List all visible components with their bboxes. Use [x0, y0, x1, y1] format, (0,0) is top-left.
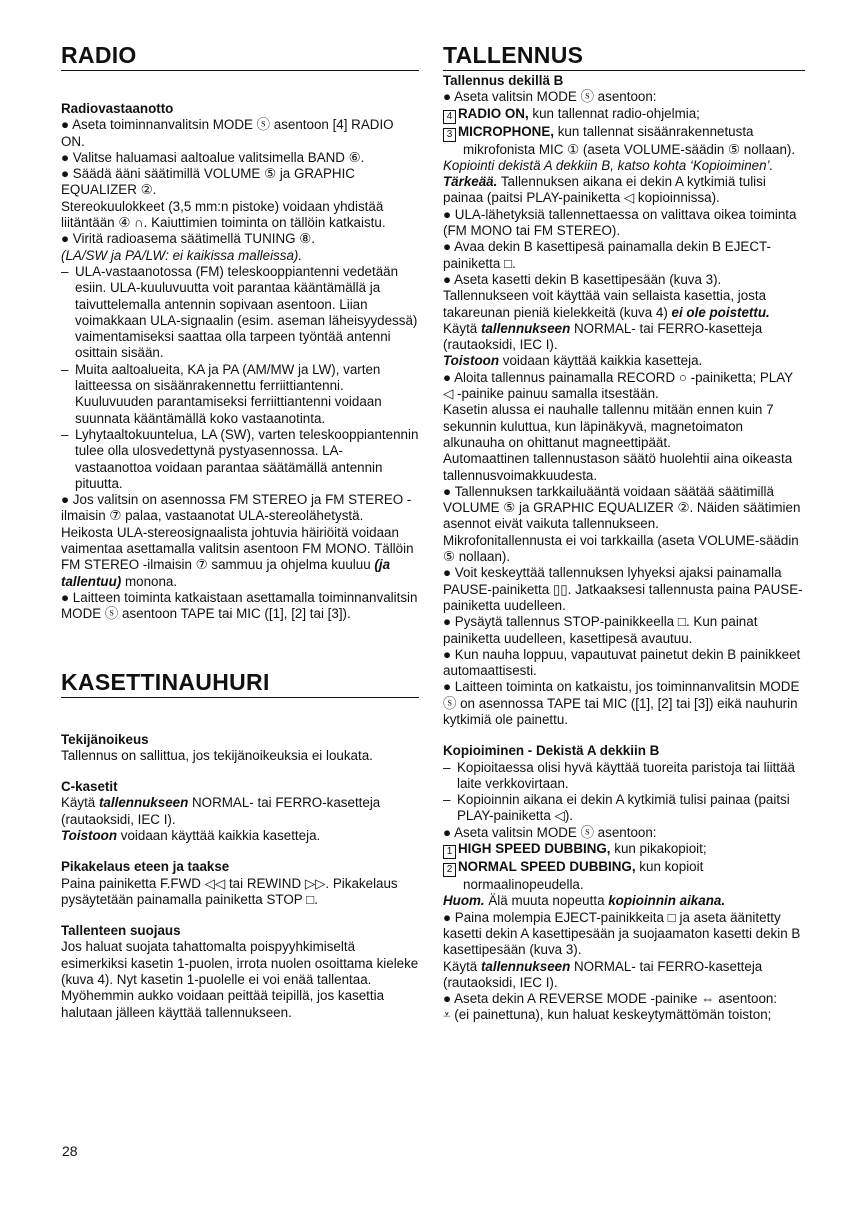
recording-paragraph: ● Kun nauha loppuu, vapautuvat painetut dekin B painikkeet automaattisesti.	[443, 646, 801, 679]
recording-note: Kopiointi dekistä A dekkiin B, katso kohta ‘Kopioiminen’.	[443, 157, 774, 173]
copying-paragraph: ● Paina molempia EJECT-painikkeita □ ja aseta äänitetty kasetti dekin A kasettipesään ja suojaamaton kasetti dekin B kasettipesään (kuva 3).	[443, 909, 801, 958]
mode-option: 2 NORMAL SPEED DUBBING, kun kopioit normaalinopeudella.	[443, 859, 805, 893]
key-box-icon: 3	[443, 128, 456, 142]
radio-dash-item: – ULA-vastaanotossa (FM) teleskooppiantenni vedetään esiin. ULA-kuuluvuutta voit parantaa kääntämällä ja taivuttelemalla antennin sopivaan asentoon. Liian voimakkaan ULA-signaalin (esim. aseman läheisyydessä) vaimentamiseksi saattaa olla tarpeen työntää antenni osittain sisään.	[61, 264, 419, 362]
recording-subheading: Tallennus dekillä B	[443, 73, 564, 88]
recording-paragraph: ● Aloita tallennus painamalla RECORD ○ -painiketta; PLAY ◁ -painike painuu samalla itsestään.	[443, 369, 793, 402]
recording-paragraph: ● Voit keskeyttää tallennuksen lyhyeksi ajaksi painamalla PAUSE-painiketta ▯▯. Jatkaaksesi tallennusta paina PAUSE-painiketta uudelleen.	[443, 565, 803, 613]
recording-paragraph: ● Aseta valitsin MODE ⓢ asentoon:	[443, 89, 657, 105]
recording-paragraph: Tärkeää. Tallennuksen aikana ei dekin A kytkimiä tulisi painaa (paitsi PLAY-painiketta ◁ kopioinnissa).	[443, 174, 766, 206]
copying-dash-item: – Kopioinnin aikana ei dekin A kytkimiä tulisi painaa (paitsi PLAY-painiketta ◁).	[443, 792, 805, 825]
key-box-icon: 4	[443, 110, 456, 124]
recording-paragraph: ● Aseta kasetti dekin B kasettipesään (kuva 3). Tallennukseen voit käyttää vain sellaista kasettia, josta takareunan pieniä kielekkeitä (kuva 4) ei ole poistettu. Käytä tallennukseen NORMAL- tai FERRO-kasetteja (rautaoksidi, IEC I).	[443, 271, 770, 353]
radio-heading: RADIO	[61, 40, 419, 71]
page-number: 28	[62, 1143, 78, 1159]
key-box-icon: 2	[443, 863, 456, 877]
copying-paragraph: ● Aseta dekin A REVERSE MODE -painike ⇔ asentoon:	[443, 991, 778, 1007]
recording-paragraph: ● Avaa dekin B kasettipesä painamalla dekin B EJECT-painiketta □.	[443, 239, 771, 271]
recording-paragraph: ● Pysäytä tallennus STOP-painikkeella □. Kun painat painiketta uudelleen, kasettipesä avautuu.	[443, 614, 758, 646]
recording-paragraph: Automaattinen tallennustason säätö huolehtii aina oikeasta tallennusvoimakkuudesta.	[443, 451, 793, 483]
copying-paragraph: Käytä tallennukseen NORMAL- tai FERRO-kasetteja (rautaoksidi, IEC I).	[443, 958, 763, 990]
radio-note: (LA/SW ja PA/LW: ei kaikissa malleissa).	[61, 247, 303, 263]
radio-paragraph: ● Viritä radioasema säätimellä TUNING ⑧.	[61, 231, 316, 247]
radio-paragraph: Stereokuulokkeet (3,5 mm:n pistoke) voidaan yhdistää liitäntään ④ ∩. Kaiuttimien toiminta on tällöin katkaistu.	[61, 198, 386, 231]
copyright-heading: Tekijänoikeus	[61, 731, 149, 747]
radio-paragraph: ● Laitteen toiminta katkaistaan asettamalla toiminnanvalitsin MODE ⓢ asentoon TAPE tai MIC ([1], [2] tai [3]).	[61, 589, 418, 622]
key-box-icon: 1	[443, 845, 456, 859]
fast-wind-heading: Pikakelaus eteen ja taakse	[61, 859, 230, 875]
recording-paragraph: Kasetin alussa ei nauhalle tallennu mitään ennen kuin 7 sekunnin kuluttua, kun läpinäkyvä, magnetoimaton alkunauha on ohittanut magneettipäät.	[443, 402, 774, 450]
copyright-text: Tallennus on sallittua, jos tekijänoikeuksia ei loukata.	[61, 747, 373, 763]
mode-option: 1 HIGH SPEED DUBBING, kun pikakopioit;	[443, 841, 805, 859]
fast-wind-text: Paina painiketta F.FWD ◁◁ tai REWIND ▷▷. Pikakelaus pysäytetään painamalla painiketta STOP □.	[61, 875, 398, 907]
copying-paragraph: ⩡ (ei painettuna), kun haluat keskeytymättömän toiston;	[443, 1007, 772, 1023]
copying-paragraph: Huom. Älä muuta nopeutta kopioinnin aikana.	[443, 893, 726, 909]
cassette-heading: KASETTINAUHURI	[61, 667, 419, 698]
copying-heading: Kopioiminen - Dekistä A dekkiin B	[443, 743, 660, 759]
radio-paragraph: ● Aseta toiminnanvalitsin MODE ⓢ asentoon [4] RADIO ON.	[61, 117, 394, 149]
recording-paragraph: ● ULA-lähetyksiä tallennettaessa on valittava oikea toiminta (FM MONO tai FM STEREO).	[443, 206, 797, 239]
radio-paragraph: ● Säädä ääni säätimillä VOLUME ⑤ ja GRAPHIC EQUALIZER ②.	[61, 166, 355, 198]
recording-paragraph: ● Tallennuksen tarkkailuääntä voidaan säätää säätimillä VOLUME ⑤ ja GRAPHIC EQUALIZER ②. Näiden säätimien asennot eivät vaikuta tallennukseen.	[443, 483, 801, 532]
radio-reception-heading: Radiovastaanotto	[61, 101, 174, 116]
left-column	[61, 40, 419, 1021]
mode-option: 4 RADIO ON, kun tallennat radio-ohjelmia;	[443, 106, 805, 124]
radio-paragraph: ● Valitse haluamasi aaltoalue valitsimella BAND ⑥.	[61, 149, 365, 165]
radio-dash-item: – Lyhytaaltokuuntelua, LA (SW), varten teleskooppiantennin tulee olla ulosvedettynä pystyasennossa. LA-vastaanottoa voidaan parantaa säätämällä antennin pituutta.	[61, 427, 419, 492]
c-cassettes-text: Toistoon voidaan käyttää kaikkia kasetteja.	[61, 827, 321, 843]
radio-dash-item: – Muita aaltoalueita, KA ja PA (AM/MW ja LW), varten laitteessa on sisäänrakennettu ferriittiantenni. Kuuluvuuden parantamiseksi ferriittiantenni voidaan suunnata kääntämällä koko vastaanotinta.	[61, 362, 419, 427]
copying-paragraph: ● Aseta valitsin MODE ⓢ asentoon:	[443, 824, 657, 840]
recording-paragraph: ● Laitteen toiminta on katkaistu, jos toiminnanvalitsin MODE ⓢ on asennossa TAPE tai MIC ([1], [2] tai [3]) eikä nauhurin kytkimiä ole painettu.	[443, 679, 800, 727]
recording-paragraph: Toistoon voidaan käyttää kaikkia kasetteja.	[443, 353, 703, 369]
c-cassettes-heading: C-kasetit	[61, 779, 118, 795]
c-cassettes-text: Käytä tallennukseen NORMAL- tai FERRO-kasetteja (rautaoksidi, IEC I).	[61, 795, 381, 827]
recording-paragraph: Mikrofonitallennusta ei voi tarkkailla (aseta VOLUME-säädin ⑤ nollaan).	[443, 532, 799, 565]
radio-paragraph: ● Jos valitsin on asennossa FM STEREO ja FM STEREO -ilmaisin ⑦ palaa, vastaanotat ULA-stereolähetystä. Heikosta ULA-stereosignaalista johtuvia häiriöitä voidaan vaimentaa asettamalla valitsin asentoon FM MONO. Tällöin FM STEREO -ilmaisin ⑦ sammuu ja ohjelma kuuluu (ja tallentuu) monona.	[61, 492, 414, 589]
copying-dash-item: – Kopioitaessa olisi hyvä käyttää tuoreita paristoja tai liittää laite verkkovirtaan.	[443, 760, 805, 793]
recording-heading: TALLENNUS	[443, 40, 805, 71]
protection-text: Jos haluat suojata tahattomalta poispyyhkimiseltä esimerkiksi kasetin 1-puolen, irrota nuolen osoittama kieleke (kuva 4). Nyt kasetin 1-puolelle ei voi enää tallentaa. Myöhemmin aukko voidaan peittää teipillä, jos kasettia halutaan jälleen käyttää tallennukseen.	[61, 939, 419, 1020]
protection-heading: Tallenteen suojaus	[61, 923, 181, 939]
right-column	[443, 40, 805, 1024]
mode-option: 3 MICROPHONE, kun tallennat sisäänrakennetusta mikrofonista MIC ① (aseta VOLUME-säädin ⑤ nollaan).	[443, 124, 805, 158]
